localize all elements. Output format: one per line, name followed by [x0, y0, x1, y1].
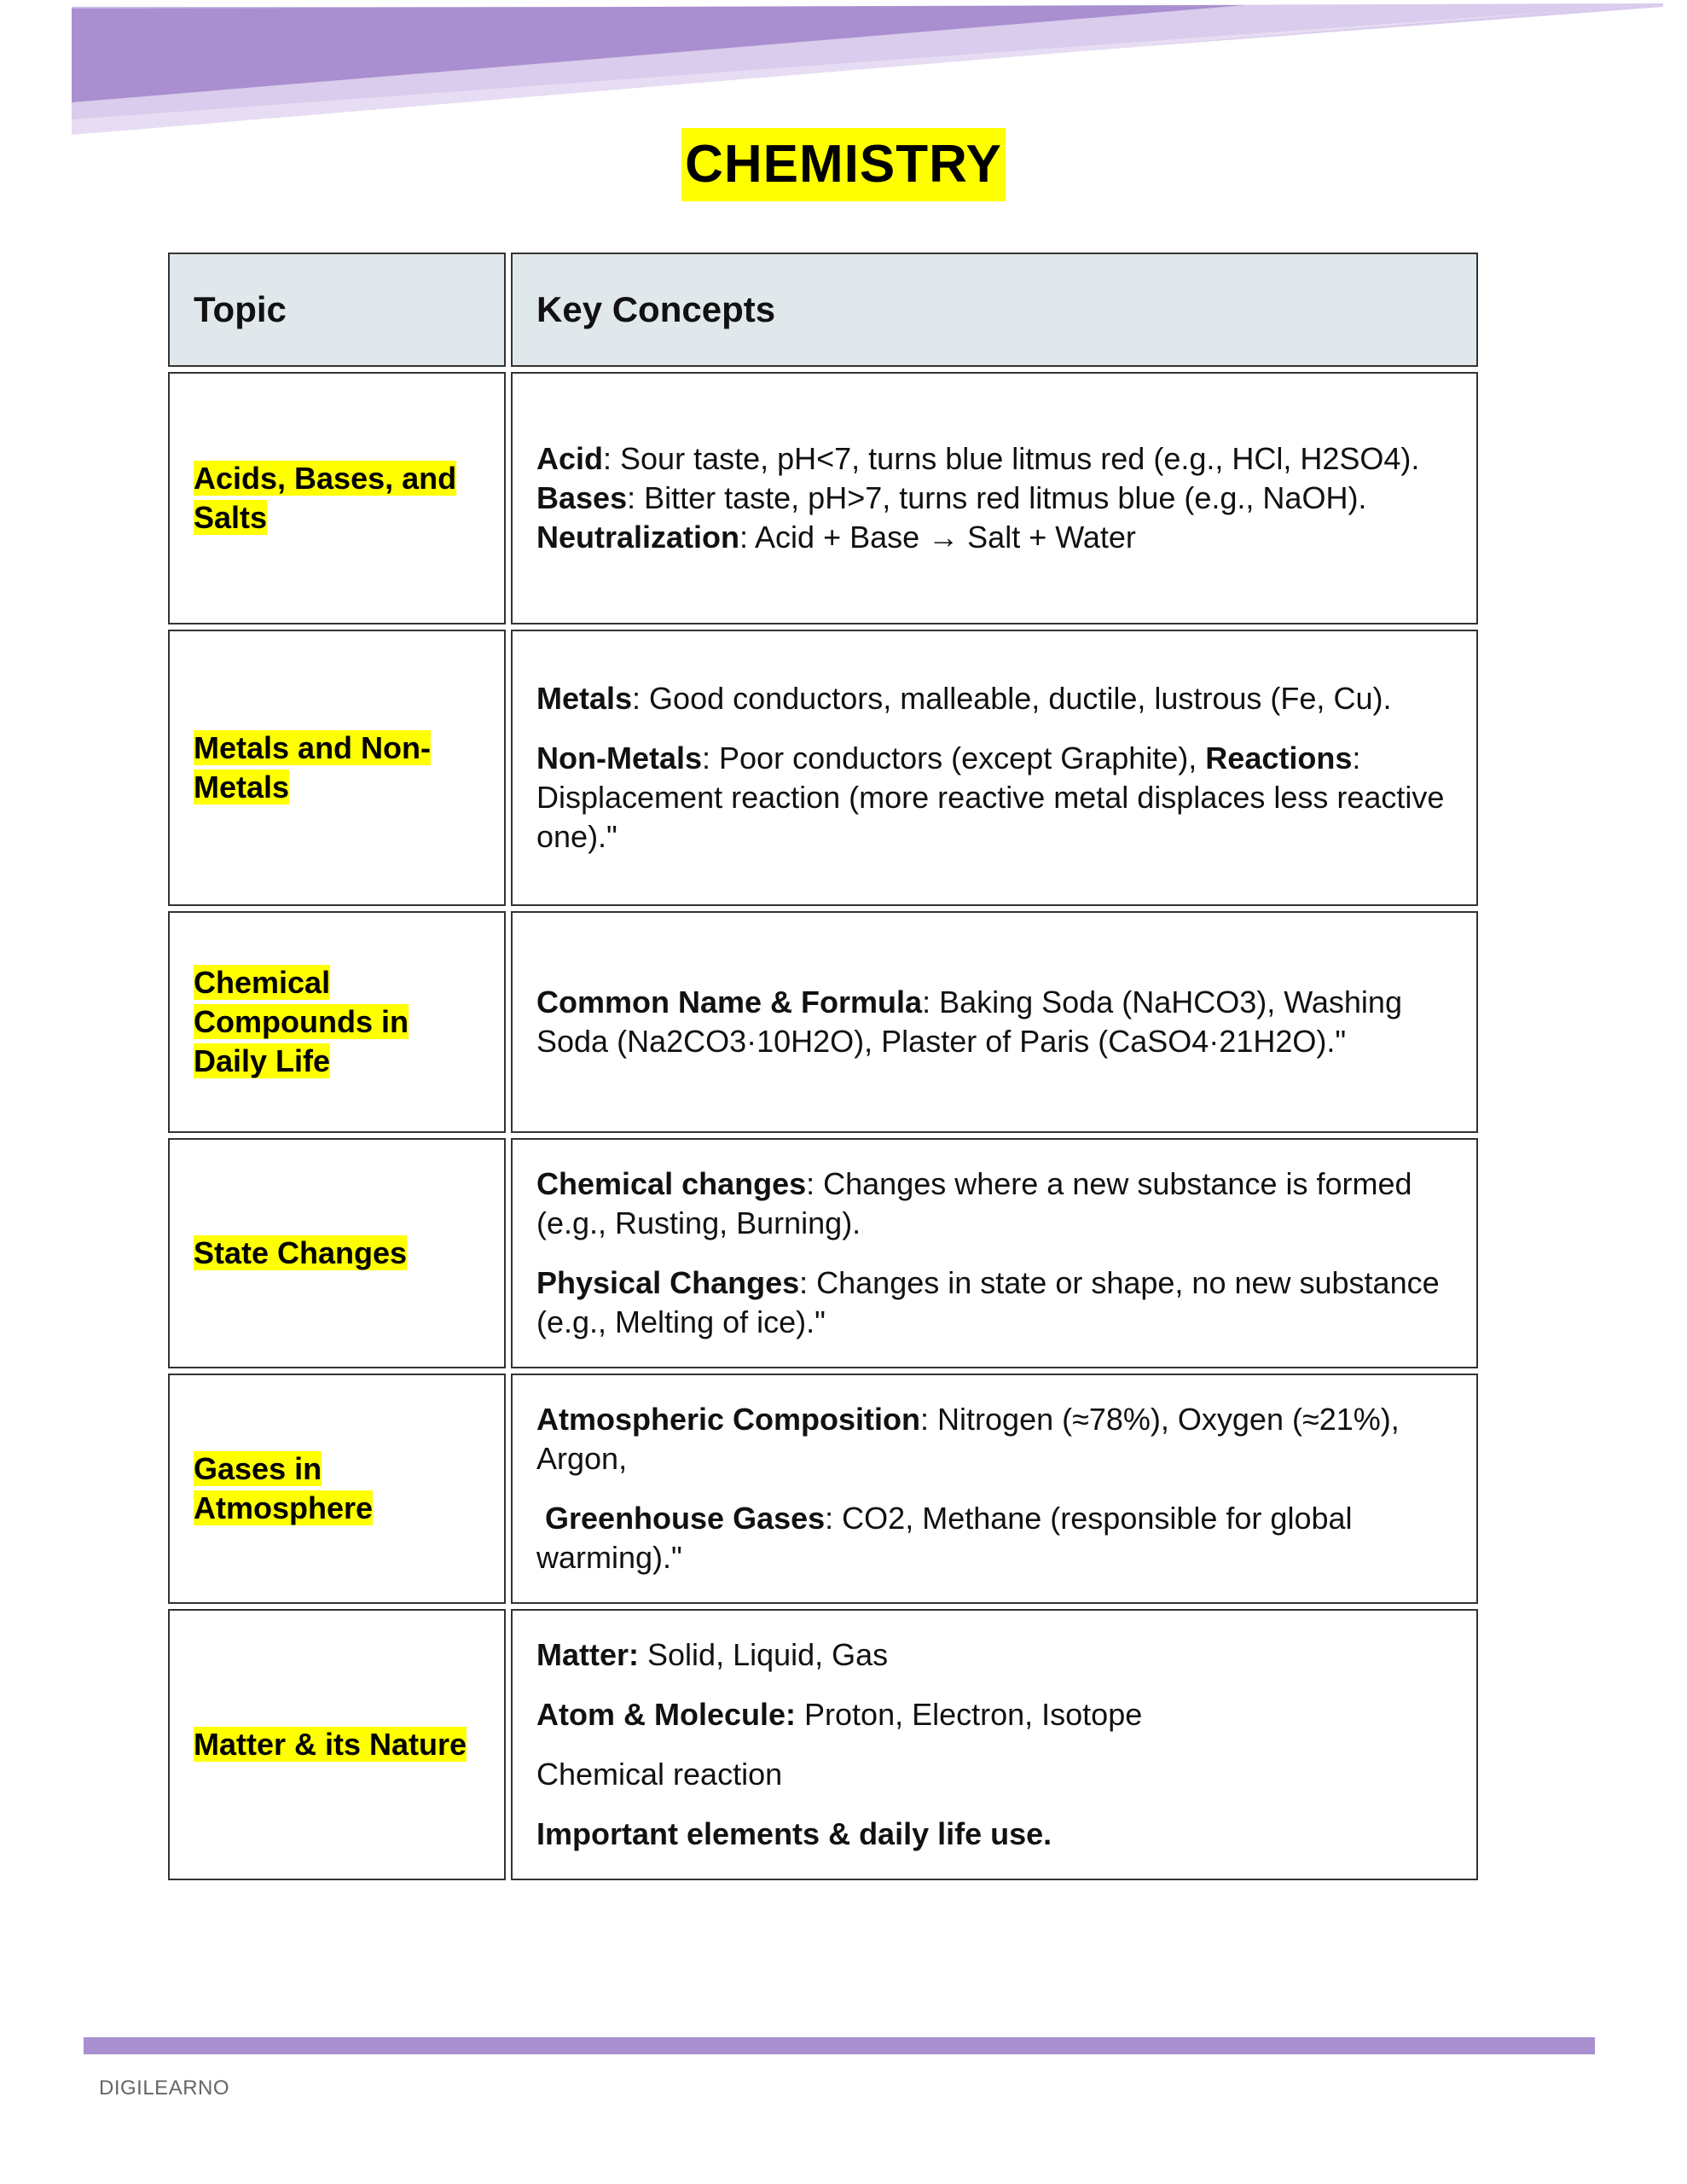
concept-line: Acid: Sour taste, pH<7, turns blue litmus red (e.g., HCl, H2SO4). — [536, 441, 1420, 476]
topic-label: Matter & its Nature — [194, 1727, 467, 1762]
concepts-cell — [511, 1609, 1478, 1880]
topic-cell — [168, 1138, 506, 1368]
topic-cell — [168, 1374, 506, 1604]
topic-label: Chemical Compounds in Daily Life — [194, 965, 409, 1078]
topic-label: Acids, Bases, and Salts — [194, 461, 457, 535]
concept-line: Atmospheric Composition: Nitrogen (≈78%), Oxygen (≈21%), Argon, — [536, 1402, 1400, 1476]
concept-line: Metals: Good conductors, malleable, ductile, lustrous (Fe, Cu). — [536, 681, 1392, 716]
chemistry-table — [168, 253, 1478, 1880]
concepts-cell — [511, 372, 1478, 624]
concepts-cell — [511, 1374, 1478, 1604]
concepts-cell — [511, 630, 1478, 906]
concept-line: Bases: Bitter taste, pH>7, turns red litmus blue (e.g., NaOH). — [536, 480, 1367, 515]
concepts-cell — [511, 911, 1478, 1133]
topic-label: Metals and Non-Metals — [194, 730, 432, 804]
topic-cell — [168, 372, 506, 624]
topic-label: State Changes — [194, 1235, 408, 1270]
footer-brand: DIGILEARNO — [99, 2077, 230, 2100]
title-container — [0, 128, 1687, 201]
concept-line: Non-Metals: Poor conductors (except Graphite), Reactions: Displacement reaction (more reactive metal displaces less reactive one)." — [536, 741, 1445, 854]
concept-line: Greenhouse Gases: CO2, Methane (responsible for global warming)." — [536, 1501, 1353, 1575]
topic-cell — [168, 630, 506, 906]
concept-line: Important elements & daily life use. — [536, 1816, 1052, 1851]
concept-line: Chemical changes: Changes where a new substance is formed (e.g., Rusting, Burning). — [536, 1166, 1412, 1240]
topic-label: Gases in Atmosphere — [194, 1451, 374, 1525]
concept-line: Atom & Molecule: Proton, Electron, Isotope — [536, 1697, 1143, 1732]
concept-line: Common Name & Formula: Baking Soda (NaHCO3), Washing Soda (Na2CO3·10H2O), Plaster of Paris (CaSO4·21H2O)." — [536, 985, 1402, 1059]
header-topic: Topic — [168, 253, 506, 367]
concept-line: Physical Changes: Changes in state or shape, no new substance (e.g., Melting of ice)." — [536, 1265, 1440, 1339]
topic-cell — [168, 1609, 506, 1880]
concept-line: Chemical reaction — [536, 1757, 783, 1792]
concept-line: Neutralization: Acid + Base → Salt + Water — [536, 520, 1136, 555]
topic-cell — [168, 911, 506, 1133]
header-banner — [0, 0, 1687, 145]
concepts-cell — [511, 1138, 1478, 1368]
header-key-concepts: Key Concepts — [511, 253, 1478, 367]
page-title: CHEMISTRY — [681, 128, 1006, 201]
footer-divider — [84, 2037, 1595, 2054]
concept-line: Matter: Solid, Liquid, Gas — [536, 1637, 889, 1672]
